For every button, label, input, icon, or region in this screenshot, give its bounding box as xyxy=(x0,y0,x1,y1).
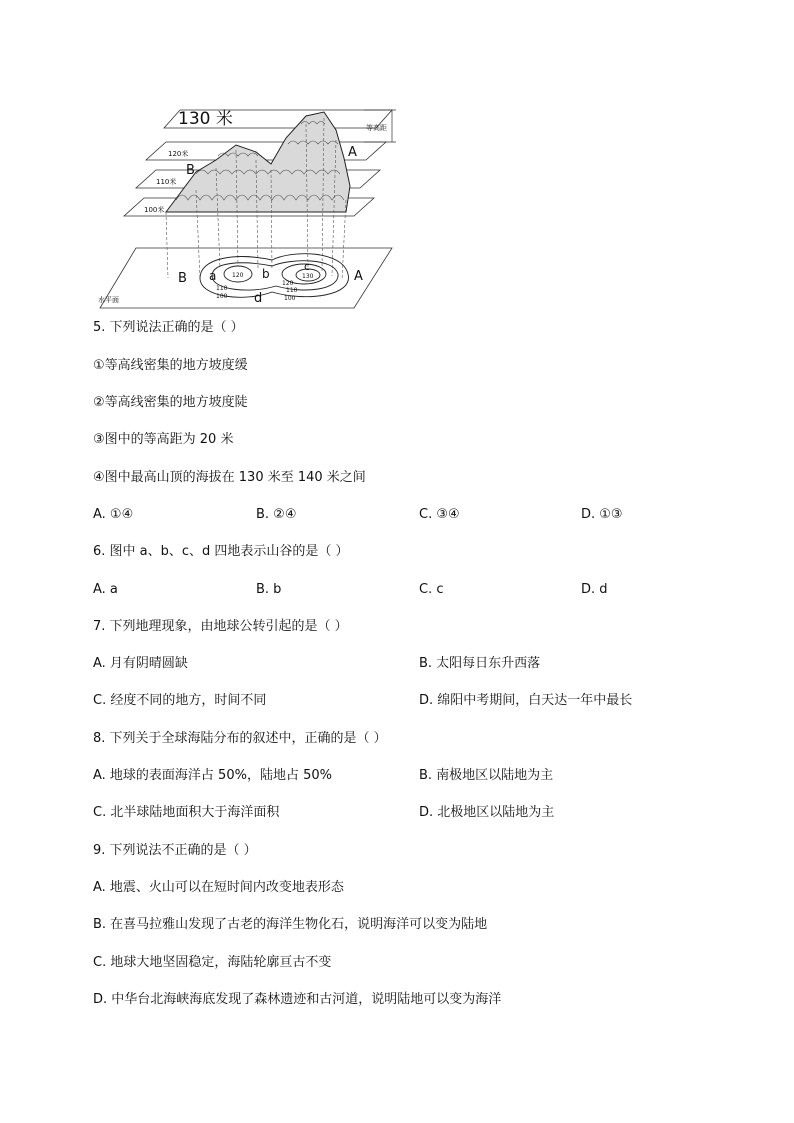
level-label-110: 110米 xyxy=(156,178,177,186)
figure-title: 130 米 xyxy=(178,109,233,129)
q7-option-c[interactable]: C. 经度不同的地方，时间不同 xyxy=(93,693,267,708)
q9-option-c[interactable]: C. 地球大地坚固稳定，海陆轮廓亘古不变 xyxy=(93,955,332,970)
contour-value: 100 xyxy=(216,293,228,300)
contour-diagram xyxy=(96,100,396,310)
q8-option-c[interactable]: C. 北半球陆地面积大于海洋面积 xyxy=(93,805,280,820)
q5-option-b[interactable]: B. ②④ xyxy=(256,507,297,522)
q6-option-c[interactable]: C. c xyxy=(419,582,444,597)
q5-option-c[interactable]: C. ③④ xyxy=(419,507,460,522)
contour-value: 120 xyxy=(232,272,244,279)
spacing-label: 等高距 xyxy=(366,124,387,132)
map-label-a: a xyxy=(209,269,217,283)
q9-option-d[interactable]: D. 中华台北海峡海底发现了森林遗迹和古河道，说明陆地可以变为海洋 xyxy=(93,992,502,1007)
q9-option-a[interactable]: A. 地震、火山可以在短时间内改变地表形态 xyxy=(93,880,344,895)
q5-statement-1: ①等高线密集的地方坡度缓 xyxy=(93,358,248,373)
q5-statement-4: ④图中最高山顶的海拔在 130 米至 140 米之间 xyxy=(93,470,366,485)
map-label-c: c xyxy=(304,260,311,273)
q8-option-a[interactable]: A. 地球的表面海洋占 50%，陆地占 50% xyxy=(93,768,332,783)
map-label-d: d xyxy=(254,291,263,306)
contour-value: 110 xyxy=(216,285,228,292)
contour-value: 110 xyxy=(286,287,298,294)
q7-option-a[interactable]: A. 月有阴晴圆缺 xyxy=(93,656,188,671)
base-plane-label: 水平面 xyxy=(98,296,119,304)
q6-option-a[interactable]: A. a xyxy=(93,582,118,597)
q9-stem: 9. 下列说法不正确的是（ ） xyxy=(93,843,257,858)
q8-option-b[interactable]: B. 南极地区以陆地为主 xyxy=(419,768,554,783)
map-label-A: A xyxy=(354,269,363,284)
q6-stem: 6. 图中 a、b、c、d 四地表示山谷的是（ ） xyxy=(93,544,349,559)
q6-option-b[interactable]: B. b xyxy=(256,582,282,597)
contour-value: 100 xyxy=(284,295,296,302)
q6-option-d[interactable]: D. d xyxy=(581,582,608,597)
contour-value: 120 xyxy=(282,280,294,287)
side-label-B: B xyxy=(186,163,195,178)
q8-option-d[interactable]: D. 北极地区以陆地为主 xyxy=(419,805,555,820)
contour-value: 130 xyxy=(302,273,314,280)
q7-option-d[interactable]: D. 绵阳中考期间，白天达一年中最长 xyxy=(419,693,633,708)
level-label-100: 100米 xyxy=(144,206,165,214)
map-label-B: B xyxy=(178,271,187,286)
q9-option-b[interactable]: B. 在喜马拉雅山发现了古老的海洋生物化石，说明海洋可以变为陆地 xyxy=(93,917,488,932)
q7-stem: 7. 下列地理现象，由地球公转引起的是（ ） xyxy=(93,619,348,634)
q5-option-d[interactable]: D. ①③ xyxy=(581,507,623,522)
q5-stem: 5. 下列说法正确的是（ ） xyxy=(93,320,244,335)
q7-option-b[interactable]: B. 太阳每日东升西落 xyxy=(419,656,541,671)
q5-statement-2: ②等高线密集的地方坡度陡 xyxy=(93,395,248,410)
q5-statement-3: ③图中的等高距为 20 米 xyxy=(93,432,234,447)
map-label-b: b xyxy=(262,267,270,281)
contour-110 xyxy=(212,261,338,290)
side-label-A: A xyxy=(348,145,357,160)
level-label-120: 120米 xyxy=(168,150,189,158)
q5-option-a[interactable]: A. ①④ xyxy=(93,507,134,522)
contour-diagram-svg xyxy=(96,100,396,310)
q8-stem: 8. 下列关于全球海陆分布的叙述中，正确的是（ ） xyxy=(93,731,387,746)
